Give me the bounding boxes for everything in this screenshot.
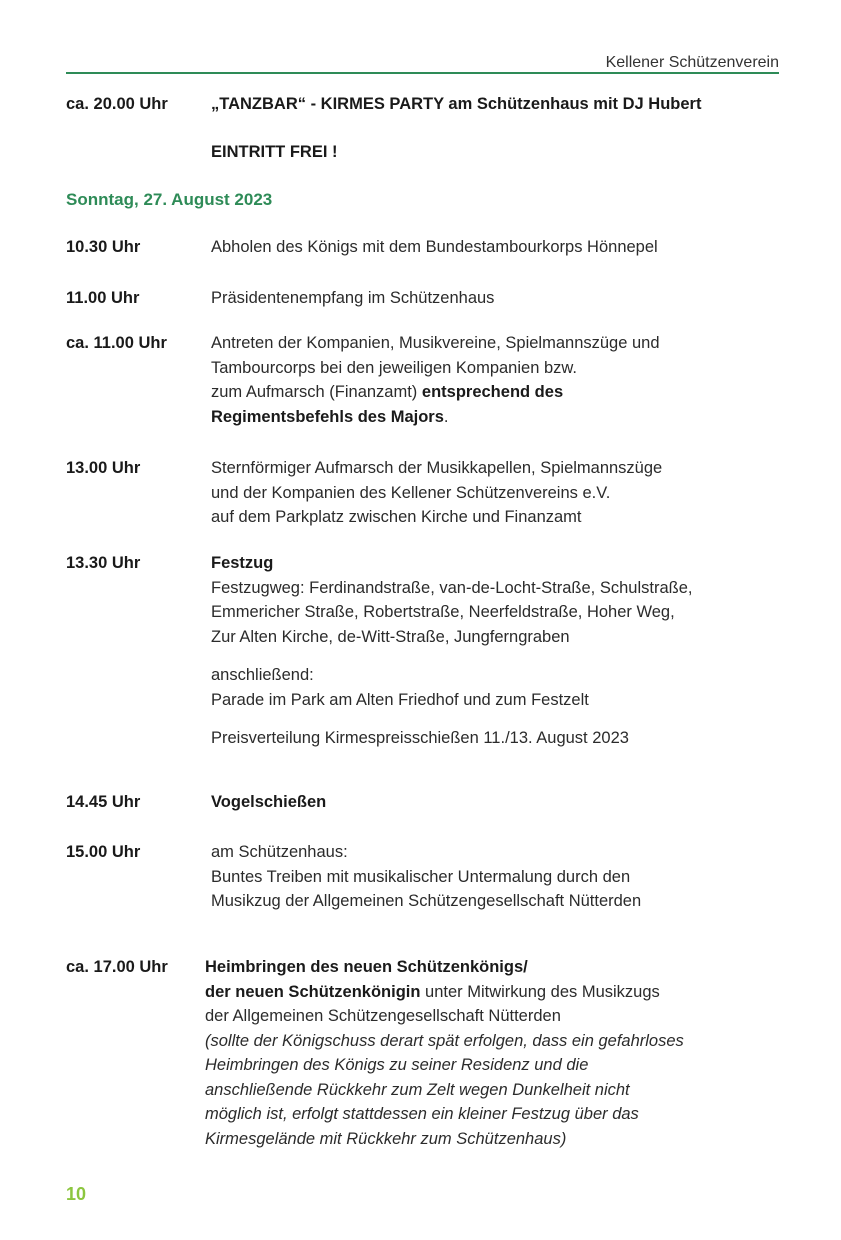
event-text: der neuen Schützenkönigin unter Mitwirkung des Musikzugs xyxy=(205,982,660,1001)
event-text: Antreten der Kompanien, Musikvereine, Spielmannszüge und xyxy=(211,334,660,352)
event-time: 15.00 Uhr xyxy=(66,843,141,861)
event-time: 14.45 Uhr xyxy=(66,793,141,811)
event-text: Abholen des Königs mit dem Bundestambourkorps Hönnepel xyxy=(211,238,658,256)
event-text: anschließend: xyxy=(211,666,314,684)
header-divider xyxy=(66,72,779,74)
event-description xyxy=(211,456,781,530)
event-text: auf dem Parkplatz zwischen Kirche und Finanzamt xyxy=(211,508,582,526)
event-note: (sollte der Königschuss derart spät erfolgen, dass ein gefahrloses xyxy=(205,1031,684,1050)
event-text: und der Kompanien des Kellener Schützenvereins e.V. xyxy=(211,483,611,502)
event-text: zum Aufmarsch (Finanzamt) entsprechend des xyxy=(211,383,564,401)
event-time: ca. 11.00 Uhr xyxy=(66,334,167,352)
event-text: Preisverteilung Kirmespreisschießen 11./13. August 2023 xyxy=(211,729,629,747)
day-heading: Sonntag, 27. August 2023 xyxy=(66,190,273,209)
event-text: der Allgemeinen Schützengesellschaft Nütterden xyxy=(205,1007,561,1025)
event-title: Heimbringen des neuen Schützenkönigs/ xyxy=(205,958,528,976)
event-title: „TANZBAR“ - KIRMES PARTY am Schützenhaus mit DJ Hubert xyxy=(211,95,702,113)
event-text: Buntes Treiben mit musikalischer Untermalung durch den xyxy=(211,867,631,886)
event-title: Vogelschießen xyxy=(211,793,327,811)
event-text: Zur Alten Kirche, de-Witt-Straße, Jungferngraben xyxy=(211,627,570,646)
event-text: Tambourcorps bei den jeweiligen Kompanien bzw. xyxy=(211,358,577,377)
event-text: Sternförmiger Aufmarsch der Musikkapellen, Spielmannszüge xyxy=(211,459,663,477)
event-text: Festzugweg: Ferdinandstraße, van-de-Locht-Straße, Schulstraße, xyxy=(211,578,693,597)
event-note: möglich ist, erfolgt stattdessen ein kleiner Festzug über das xyxy=(205,1105,639,1123)
event-description xyxy=(211,551,781,751)
event-description xyxy=(211,92,781,164)
event-time: 11.00 Uhr xyxy=(66,289,140,307)
event-time: ca. 17.00 Uhr xyxy=(66,958,168,976)
event-description xyxy=(205,955,775,1151)
header-title: Kellener Schützenverein xyxy=(605,54,779,71)
event-description xyxy=(211,790,781,815)
event-text: Parade im Park am Alten Friedhof und zum Festzelt xyxy=(211,690,589,709)
event-title: Festzug xyxy=(211,554,274,572)
event-description xyxy=(211,235,781,260)
event-note: EINTRITT FREI ! xyxy=(211,142,338,161)
event-note: Kirmesgelände mit Rückkehr zum Schützenhaus) xyxy=(205,1129,567,1148)
event-note: anschließende Rückkehr zum Zelt wegen Dunkelheit nicht xyxy=(205,1080,630,1099)
event-text: Regimentsbefehls des Majors. xyxy=(211,407,449,426)
event-text: Emmericher Straße, Robertstraße, Neerfeldstraße, Hoher Weg, xyxy=(211,603,675,621)
page-number: 10 xyxy=(66,1184,87,1204)
event-description xyxy=(211,286,781,311)
event-text: Präsidentenempfang im Schützenhaus xyxy=(211,289,495,307)
event-note: Heimbringen des Königs zu seiner Residenz und die xyxy=(205,1056,589,1074)
event-description xyxy=(211,331,781,429)
event-time: ca. 20.00 Uhr xyxy=(66,95,168,113)
event-time: 13.30 Uhr xyxy=(66,554,141,572)
event-text: am Schützenhaus: xyxy=(211,843,348,861)
event-description xyxy=(211,840,781,914)
event-time: 10.30 Uhr xyxy=(66,238,141,256)
event-time: 13.00 Uhr xyxy=(66,459,141,477)
event-text: Musikzug der Allgemeinen Schützengesellschaft Nütterden xyxy=(211,892,642,910)
